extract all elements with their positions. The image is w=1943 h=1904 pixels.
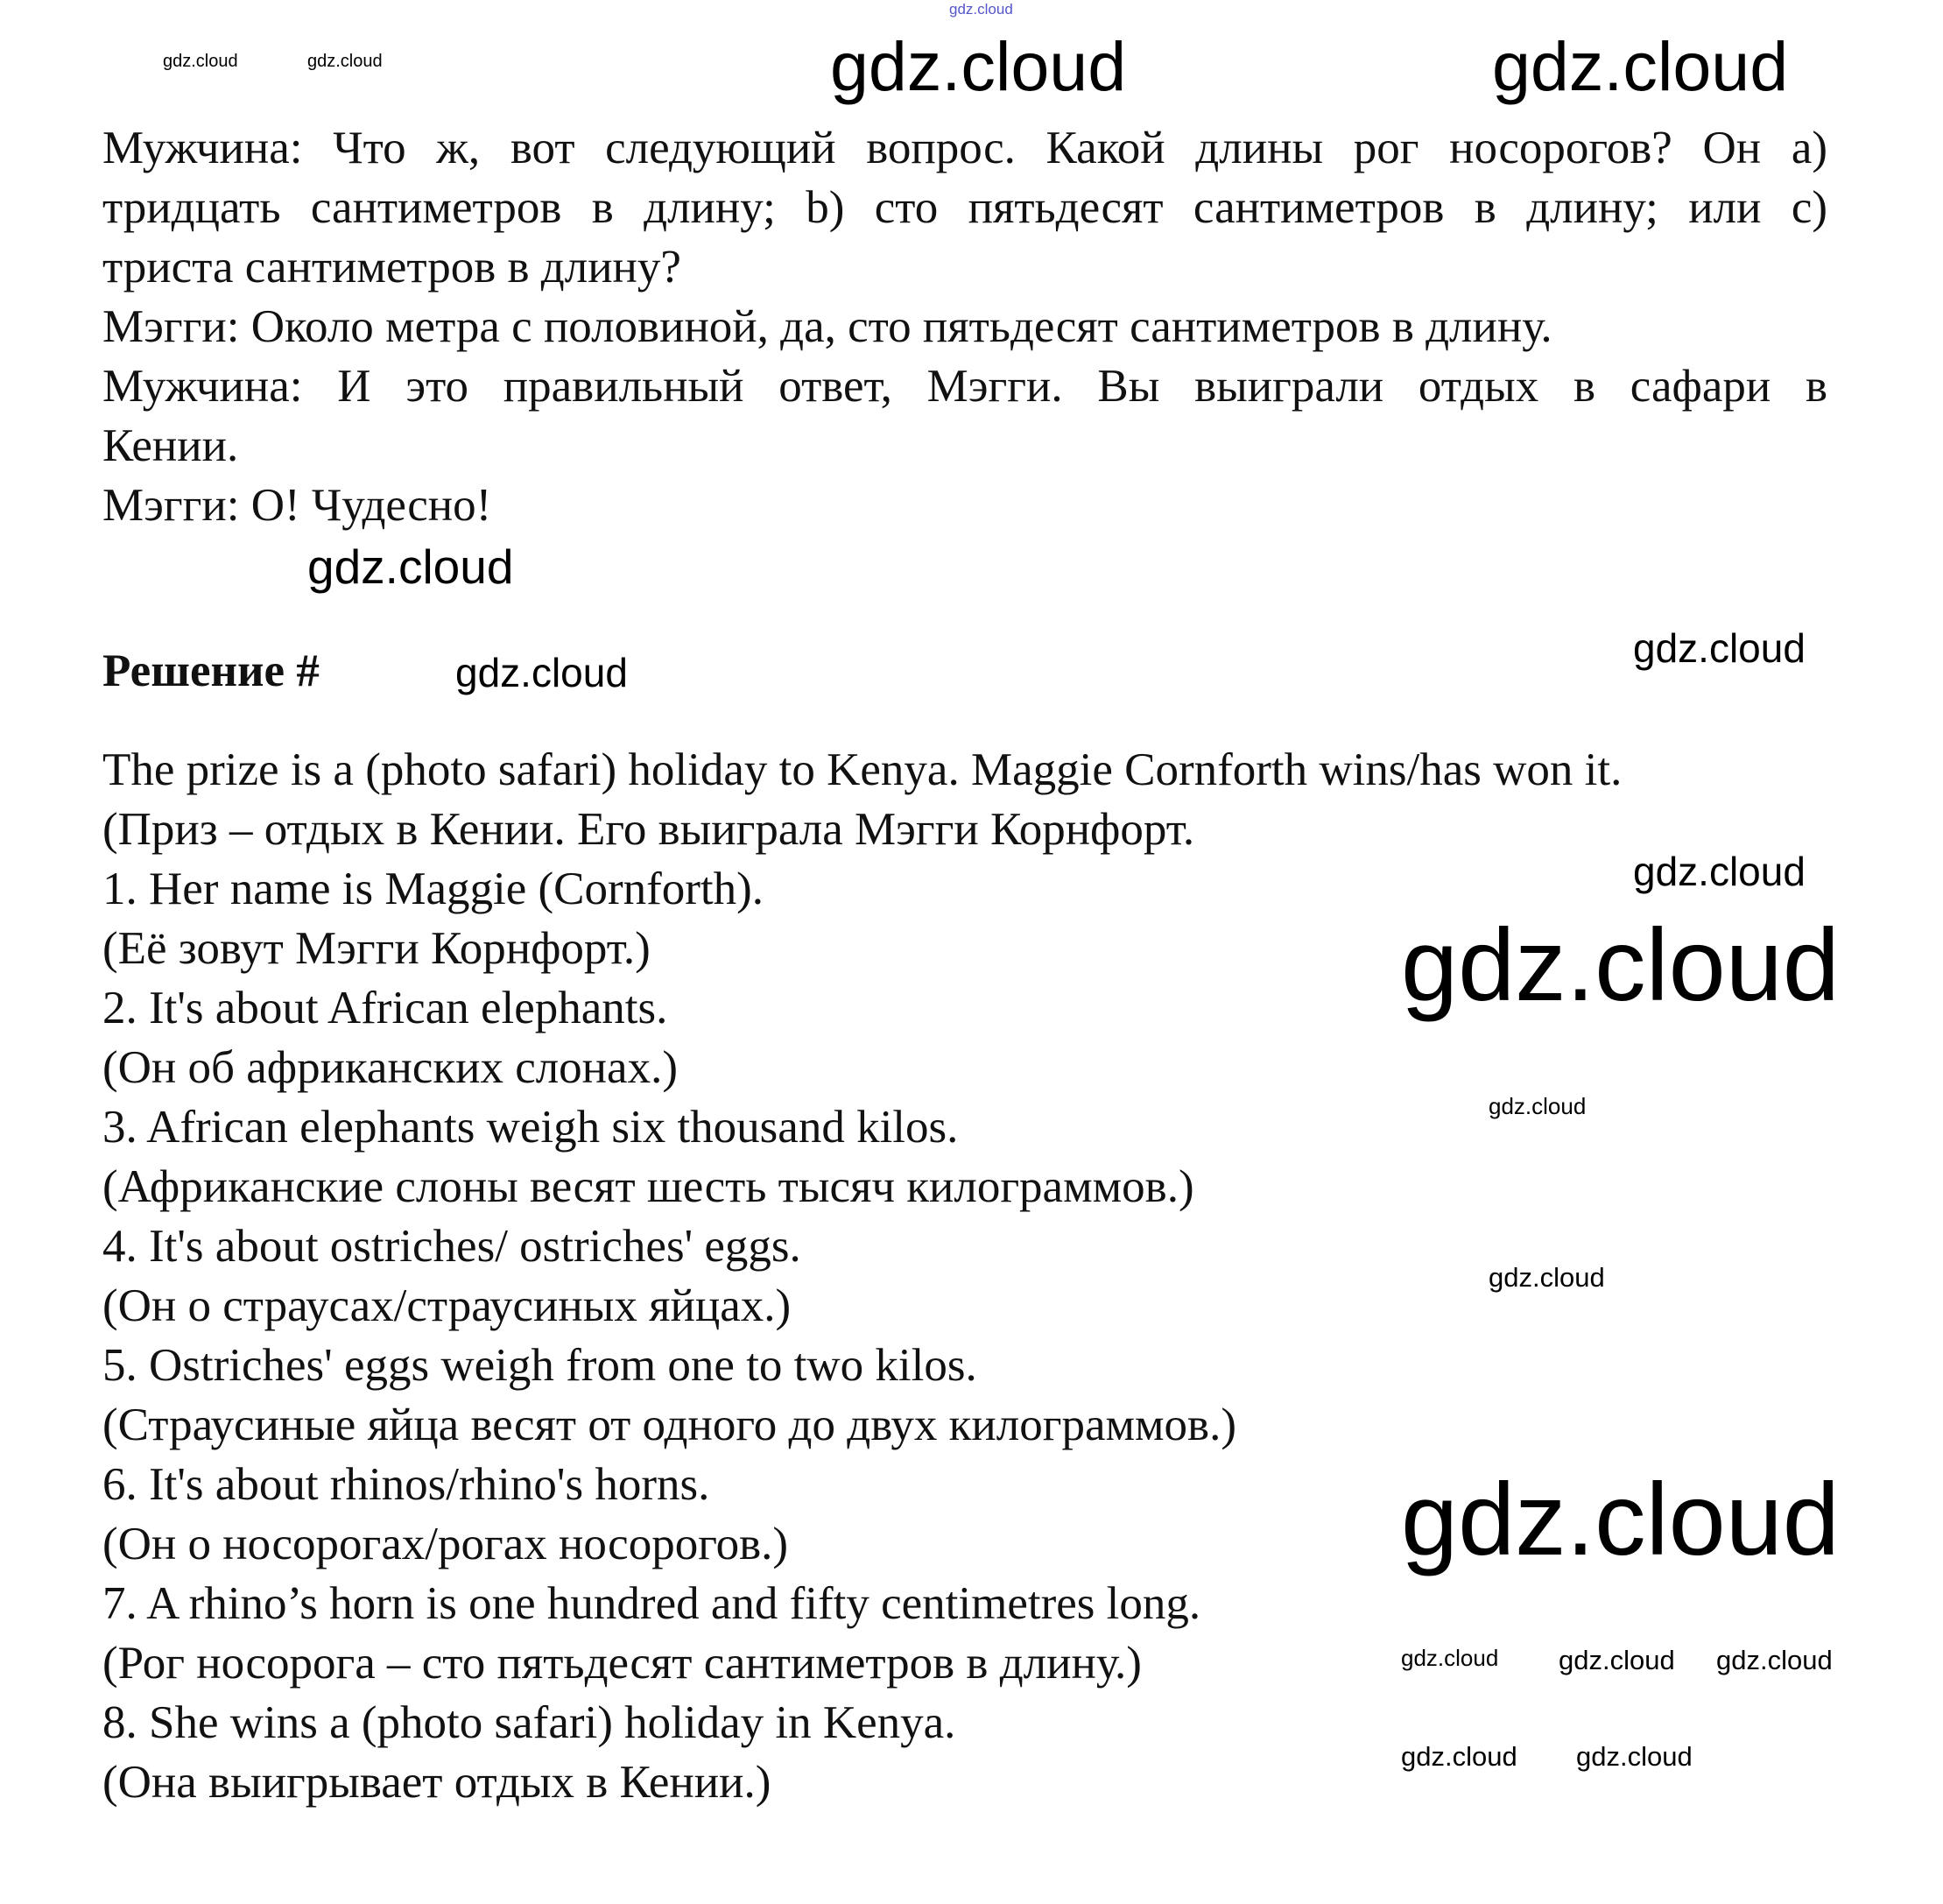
- watermark-top-link[interactable]: gdz.cloud: [949, 1, 1013, 18]
- watermark: gdz.cloud: [1716, 1645, 1833, 1675]
- watermark: gdz.cloud: [1401, 907, 1840, 1022]
- watermark: gdz.cloud: [455, 650, 628, 695]
- answer-line: 6. It's about rhinos/rhino's horns.: [102, 1459, 710, 1510]
- dialogue-line: Мужчина: И это правильный ответ, Мэгги. Вы выиграли отдых в сафари в: [102, 361, 1827, 412]
- dialogue-line: Мужчина: Что ж, вот следующий вопрос. Какой длины рог носорогов? Он a): [102, 123, 1827, 173]
- answer-line: 2. It's about African elephants.: [102, 983, 668, 1033]
- watermark: gdz.cloud: [163, 52, 238, 71]
- watermark: gdz.cloud: [1559, 1645, 1675, 1675]
- answer-line: (Она выигрывает отдых в Кении.): [102, 1757, 771, 1808]
- answer-line: (Её зовут Мэгги Корнфорт.): [102, 923, 651, 974]
- answer-line: 3. African elephants weigh six thousand kilos.: [102, 1102, 959, 1153]
- dialogue-line: Мэгги: О! Чудесно!: [102, 480, 492, 531]
- answer-line: 4. It's about ostriches/ ostriches' eggs.: [102, 1221, 801, 1272]
- watermark: gdz.cloud: [307, 52, 383, 71]
- dialogue-line: тридцать сантиметров в длину; b) сто пятьдесят сантиметров в длину; или c): [102, 182, 1827, 233]
- answer-line: (Он об африканских слонах.): [102, 1042, 678, 1093]
- dialogue-line: триста сантиметров в длину?: [102, 242, 681, 293]
- watermark: gdz.cloud: [830, 27, 1127, 105]
- watermark: gdz.cloud: [1576, 1741, 1693, 1772]
- watermark: gdz.cloud: [1401, 1462, 1840, 1576]
- dialogue-block: [102, 118, 1827, 535]
- answer-line: (Он о страусах/страусиных яйцах.): [102, 1280, 792, 1331]
- dialogue-line: Мэгги: Около метра с половиной, да, сто пятьдесят сантиметров в длину.: [102, 301, 1552, 352]
- answer-line: (Он о носорогах/рогах носорогов.): [102, 1519, 789, 1569]
- answer-line: 8. She wins a (photo safari) holiday in Kenya.: [102, 1697, 956, 1748]
- answer-line: 7. A rhino’s horn is one hundred and fifty centimetres long.: [102, 1578, 1201, 1629]
- answer-line: 5. Ostriches' eggs weigh from one to two kilos.: [102, 1340, 977, 1391]
- watermark: gdz.cloud: [1489, 1262, 1605, 1293]
- watermark: gdz.cloud: [1401, 1645, 1499, 1671]
- answer-line: (Страусиные яйца весят от одного до двух килограммов.): [102, 1400, 1236, 1450]
- watermark: gdz.cloud: [1489, 1093, 1587, 1119]
- answer-line: 1. Her name is Maggie (Cornforth).: [102, 864, 764, 914]
- answer-line: The prize is a (photo safari) holiday to Kenya. Maggie Cornforth wins/has won it.: [102, 744, 1623, 795]
- answer-line: (Рог носорога – сто пятьдесят сантиметров в длину.): [102, 1638, 1142, 1689]
- dialogue-line: Кении.: [102, 420, 239, 471]
- watermark: gdz.cloud: [1633, 849, 1806, 894]
- watermark: gdz.cloud: [1492, 27, 1789, 105]
- solution-heading: Решение #: [102, 645, 320, 696]
- answer-line: (Африканские слоны весят шесть тысяч килограммов.): [102, 1161, 1194, 1212]
- watermark: gdz.cloud: [1633, 625, 1806, 671]
- watermark: gdz.cloud: [307, 539, 514, 594]
- answer-line: (Приз – отдых в Кении. Его выиграла Мэгги Корнфорт.: [102, 804, 1195, 855]
- watermark: gdz.cloud: [1401, 1741, 1517, 1772]
